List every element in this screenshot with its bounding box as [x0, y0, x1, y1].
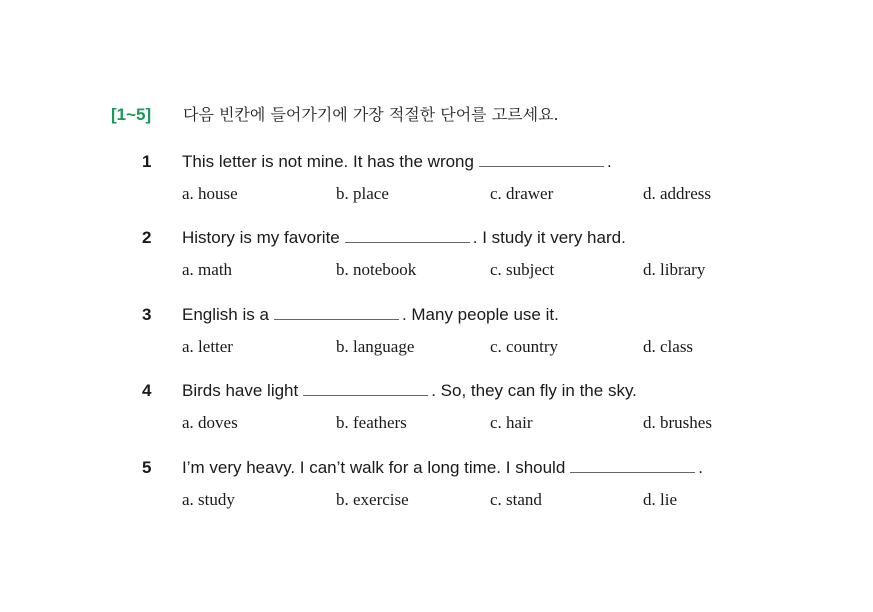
choice-d[interactable]: d. address	[643, 184, 711, 203]
question-text	[182, 458, 703, 478]
question-text-before: Birds have light	[182, 381, 299, 400]
answer-blank[interactable]	[303, 381, 428, 396]
choice-a[interactable]: a. math	[182, 260, 233, 279]
choice-list	[0, 413, 873, 437]
question-5	[0, 458, 873, 514]
choice-list	[0, 490, 873, 514]
question-line	[0, 152, 873, 176]
question-text-after: . So, they can fly in the sky.	[431, 381, 637, 400]
question-1	[0, 152, 873, 208]
instruction-text: 다음 빈칸에 들어가기에 가장 적절한 단어를 고르세요.	[183, 105, 559, 124]
question-text-before: This letter is not mine. It has the wrong	[182, 152, 474, 171]
question-text-after: .	[698, 458, 704, 477]
question-number: 5	[142, 458, 152, 477]
choice-a[interactable]: a. doves	[182, 413, 238, 432]
choice-d[interactable]: d. class	[643, 337, 694, 356]
question-text-after: . Many people use it.	[401, 305, 559, 324]
question-text-before: English is a	[182, 305, 269, 324]
choice-c[interactable]: c. country	[490, 337, 558, 356]
answer-blank[interactable]	[274, 305, 399, 320]
choice-c[interactable]: c. hair	[490, 413, 533, 432]
choice-d[interactable]: d. library	[643, 260, 706, 279]
choice-c[interactable]: c. subject	[490, 260, 555, 279]
question-text-before: History is my favorite	[182, 228, 340, 247]
answer-blank[interactable]	[479, 152, 604, 167]
answer-blank[interactable]	[570, 458, 695, 473]
question-line	[0, 305, 873, 329]
question-line	[0, 458, 873, 482]
question-number: 1	[142, 152, 152, 171]
question-text-after: . I study it very hard.	[472, 228, 626, 247]
choice-b[interactable]: b. place	[336, 184, 389, 203]
choice-list	[0, 337, 873, 361]
question-2	[0, 228, 873, 284]
choice-c[interactable]: c. drawer	[490, 184, 554, 203]
question-text	[182, 305, 559, 325]
question-line	[0, 381, 873, 405]
choice-b[interactable]: b. feathers	[336, 413, 407, 432]
choice-c[interactable]: c. stand	[490, 490, 542, 509]
instruction-header	[111, 102, 559, 125]
choice-a[interactable]: a. letter	[182, 337, 233, 356]
question-text-after: .	[606, 152, 612, 171]
question-4	[0, 381, 873, 437]
question-range: [1~5]	[111, 105, 152, 124]
choice-d[interactable]: d. lie	[643, 490, 677, 509]
choice-b[interactable]: b. language	[336, 337, 415, 356]
choice-list	[0, 184, 873, 208]
choice-b[interactable]: b. notebook	[336, 260, 417, 279]
choice-b[interactable]: b. exercise	[336, 490, 409, 509]
question-text	[182, 228, 626, 248]
choice-list	[0, 260, 873, 284]
question-text-before: I’m very heavy. I can’t walk for a long time. I should	[182, 458, 566, 477]
question-text	[182, 381, 637, 401]
question-text	[182, 152, 612, 172]
choice-d[interactable]: d. brushes	[643, 413, 712, 432]
question-line	[0, 228, 873, 252]
question-number: 4	[142, 381, 152, 400]
question-3	[0, 305, 873, 361]
choice-a[interactable]: a. study	[182, 490, 235, 509]
choice-a[interactable]: a. house	[182, 184, 238, 203]
question-number: 2	[142, 228, 152, 247]
answer-blank[interactable]	[345, 228, 470, 243]
question-number: 3	[142, 305, 152, 324]
